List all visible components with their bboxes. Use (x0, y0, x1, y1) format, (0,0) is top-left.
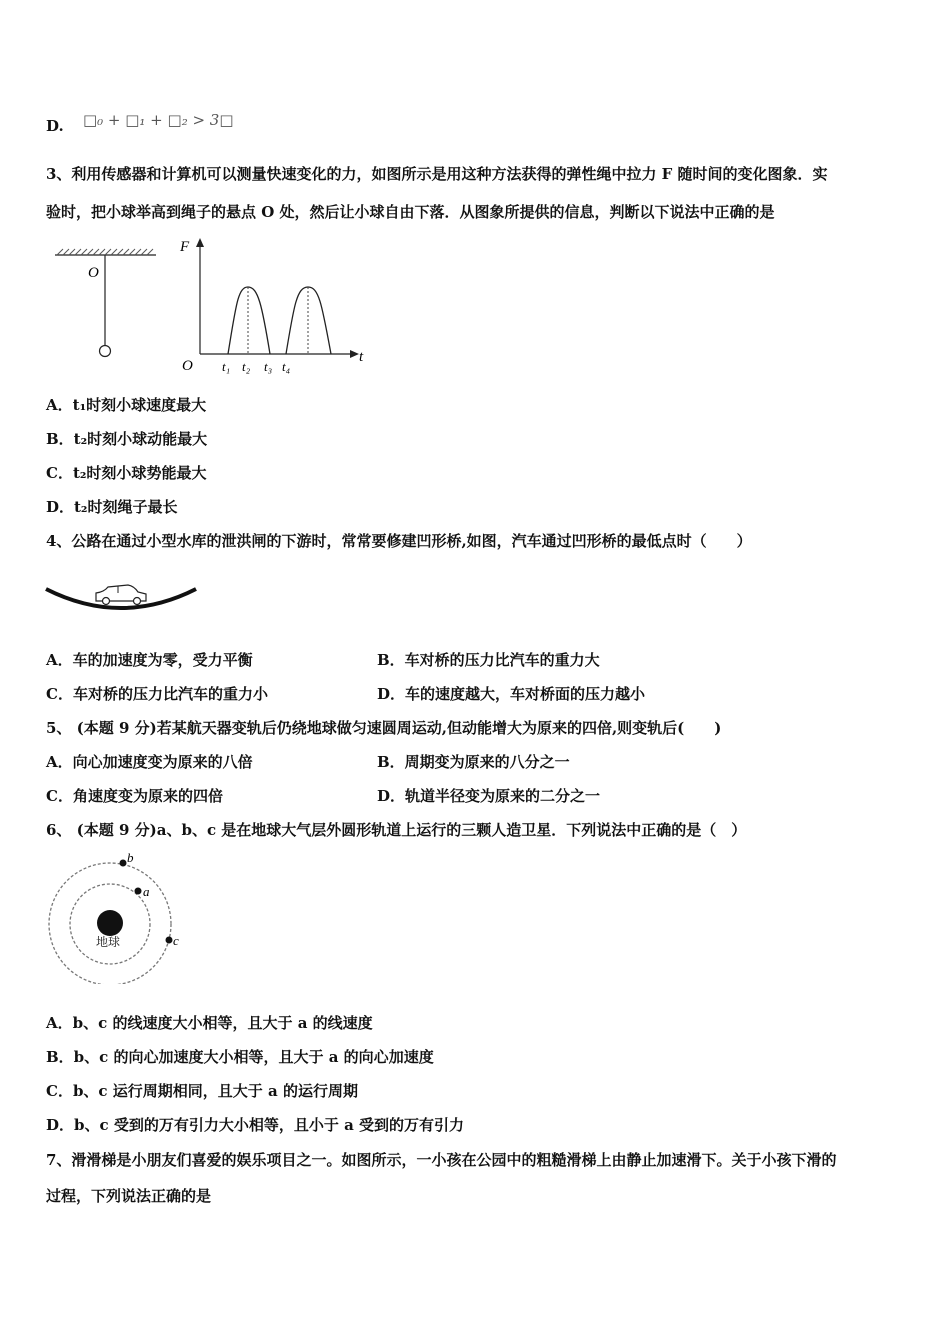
q6-label-a: a (143, 884, 150, 899)
q6-option-a: A．b、c 的线速度大小相等，且大于 a 的线速度 (46, 1014, 373, 1032)
q5-option-c: C．角速度变为原来的四倍 (46, 787, 223, 805)
q3-tick-t4: t₄ (282, 359, 291, 374)
q7-stem-line1: 7、滑滑梯是小朋友们喜爱的娱乐项目之一。如图所示，一小孩在公园中的粗糙滑梯上由静止加速滑下。关于小孩下滑的 (46, 1151, 837, 1169)
q4-figure (44, 575, 204, 615)
q6-earth-label: 地球 (96, 935, 121, 949)
q6-option-b: B．b、c 的向心加速度大小相等，且大于 a 的向心加速度 (46, 1048, 434, 1066)
q2-option-d-letter: D. (46, 117, 64, 135)
q3-stem-line2: 验时，把小球举高到绳子的悬点 O 处，然后让小球自由下落．从图象所提供的信息，判断以下说法中正确的是 (46, 203, 775, 221)
q3-x-arrow-icon (350, 350, 359, 358)
q3-stem-line1: 3、利用传感器和计算机可以测量快速变化的力，如图所示是用这种方法获得的弹性绳中拉力 F 随时间的变化图象．实 (46, 165, 828, 183)
q4-option-b: B．车对桥的压力比汽车的重力大 (377, 651, 600, 669)
q3-axis-x-label: t (359, 349, 364, 365)
q6-label-c: c (173, 933, 179, 948)
q4-option-c: C．车对桥的压力比汽车的重力小 (46, 685, 268, 703)
q3-pendulum-label-o: O (88, 265, 99, 281)
q3-option-b: B．t₂时刻小球动能最大 (46, 430, 208, 448)
q6-stem: 6、 (本题 9 分)a、b、c 是在地球大气层外圆形轨道上运行的三颗人造卫星．下列说法中正确的是（ ） (46, 821, 747, 839)
q3-origin-label: O (182, 358, 193, 374)
q6-option-d: D．b、c 受到的万有引力大小相等，且小于 a 受到的万有引力 (46, 1116, 465, 1134)
q3-axis-y-label: F (180, 239, 190, 255)
q4-option-a: A．车的加速度为零，受力平衡 (46, 651, 253, 669)
q6-option-c: C．b、c 运行周期相同，且大于 a 的运行周期 (46, 1082, 358, 1100)
car-icon (96, 585, 146, 605)
q5-stem: 5、 (本题 9 分)若某航天器变轨后仍绕地球做匀速圆周运动,但动能增大为原来的四倍,则变轨后( ) (46, 719, 722, 737)
q6-figure (48, 852, 188, 984)
q7-stem-line2: 过程，下列说法正确的是 (46, 1187, 212, 1205)
q6-satellite-b (120, 860, 127, 867)
q3-tick-t2: t₂ (242, 359, 251, 374)
q3-tick-t1: t₁ (222, 359, 231, 374)
q5-option-a: A．向心加速度变为原来的八倍 (46, 753, 253, 771)
q3-curve-1 (228, 287, 270, 354)
q3-figure (50, 235, 370, 380)
q3-ball (100, 346, 111, 357)
q3-option-c: C．t₂时刻小球势能最大 (46, 464, 207, 482)
q3-tick-t3: t₃ (264, 359, 273, 374)
q6-earth (97, 910, 123, 936)
q4-option-d: D．车的速度越大，车对桥面的压力越小 (377, 685, 646, 703)
q3-option-d: D．t₂时刻绳子最长 (46, 498, 178, 516)
q2-option-d (46, 111, 234, 136)
q6-satellite-c (166, 937, 173, 944)
q2-option-d-expression: □₀ + □₁ + □₂ > 3□ (82, 111, 234, 129)
q5-option-b: B．周期变为原来的八分之一 (377, 753, 570, 771)
q6-label-b: b (127, 852, 134, 865)
q3-option-a: A．t₁时刻小球速度最大 (46, 396, 207, 414)
q6-satellite-a (135, 888, 142, 895)
q5-option-d: D．轨道半径变为原来的二分之一 (377, 787, 601, 805)
q3-y-arrow-icon (196, 238, 204, 247)
q4-stem: 4、公路在通过小型水库的泄洪闸的下游时，常常要修建凹形桥,如图，汽车通过凹形桥的最低点时（ ） (46, 532, 752, 550)
